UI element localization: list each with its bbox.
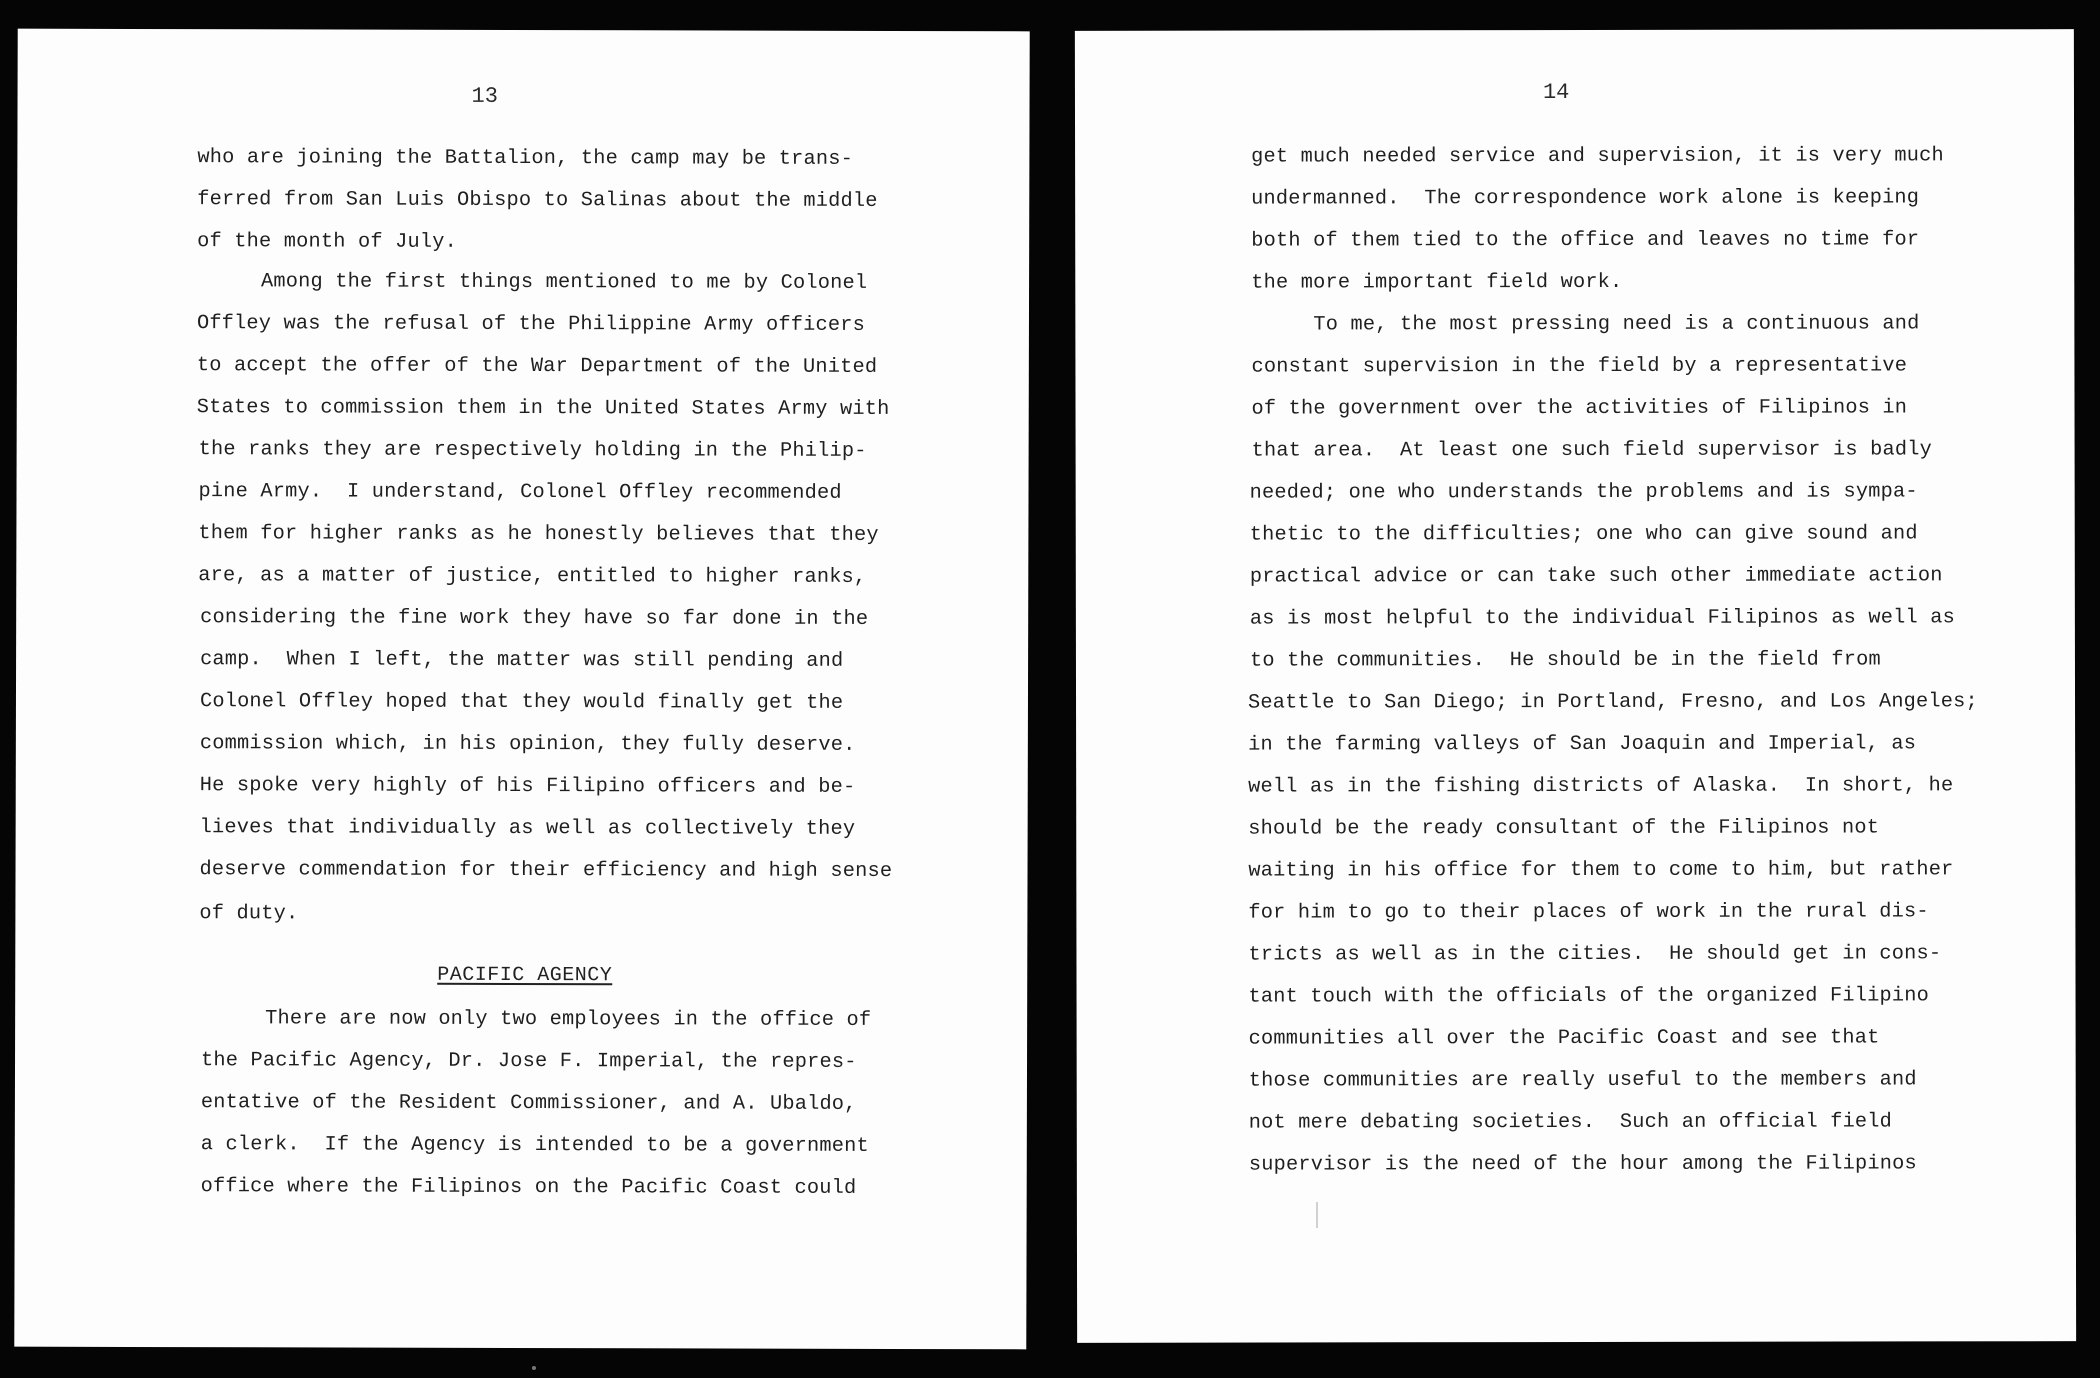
- right-page: [1075, 29, 2076, 1343]
- text-line: practical advice or can take such other immediate action: [1249, 564, 1943, 589]
- page-number-14: 14: [1542, 80, 1570, 106]
- text-line: tant touch with the officials of the organized Filipino: [1248, 984, 1929, 1009]
- text-line: them for higher ranks as he honestly believes that they: [198, 522, 879, 547]
- text-line: office where the Filipinos on the Pacific Coast could: [200, 1175, 857, 1200]
- text-line: To me, the most pressing need is a continuous and: [1313, 312, 1920, 337]
- paper-mark: [1316, 1202, 1318, 1228]
- text-line: for him to go to their places of work in the rural dis-: [1248, 900, 1929, 925]
- text-line: get much needed service and supervision, it is very much: [1251, 144, 1944, 169]
- text-line: a clerk. If the Agency is intended to be a government: [200, 1133, 869, 1158]
- text-line: those communities are really useful to the members and: [1248, 1068, 1917, 1093]
- text-line: to accept the offer of the War Department of the United: [196, 354, 878, 379]
- text-line: lieves that individually as well as collectively they: [199, 816, 856, 841]
- text-line: camp. When I left, the matter was still pending and: [200, 648, 844, 673]
- text-line: Seattle to San Diego; in Portland, Fresno, and Los Angeles;: [1248, 690, 1978, 715]
- text-line: the Pacific Agency, Dr. Jose F. Imperial, the repres-: [200, 1049, 857, 1074]
- text-line: There are now only two employees in the office of: [265, 1007, 872, 1032]
- text-line: commission which, in his opinion, they fully deserve.: [199, 732, 856, 757]
- page-number-13: 13: [471, 83, 498, 109]
- scan-speck: [532, 1366, 536, 1370]
- text-line: Offley was the refusal of the Philippine Army officers: [196, 312, 866, 337]
- text-line: considering the fine work they have so far done in the: [200, 606, 869, 631]
- text-line: supervisor is the need of the hour among the Filipinos: [1248, 1152, 1917, 1177]
- text-line: the more important field work.: [1251, 270, 1623, 295]
- section-heading: PACIFIC AGENCY: [437, 963, 613, 988]
- text-line: ferred from San Luis Obispo to Salinas about the middle: [197, 188, 878, 213]
- left-page: [14, 29, 1029, 1350]
- text-line: as is most helpful to the individual Filipinos as well as: [1249, 606, 1956, 631]
- text-line: of the month of July.: [197, 230, 457, 254]
- text-line: are, as a matter of justice, entitled to higher ranks,: [198, 564, 867, 589]
- text-line: He spoke very highly of his Filipino officers and be-: [199, 774, 856, 799]
- text-line: States to commission them in the United States Army with: [196, 396, 890, 421]
- text-line: the ranks they are respectively holding in the Philip-: [198, 438, 867, 463]
- text-line: to the communities. He should be in the field from: [1249, 648, 1881, 673]
- text-line: communities all over the Pacific Coast and see that: [1248, 1026, 1880, 1051]
- text-line: not mere debating societies. Such an official field: [1248, 1110, 1893, 1135]
- text-line: of duty.: [199, 902, 299, 926]
- text-line: undermanned. The correspondence work alone is keeping: [1251, 186, 1920, 211]
- text-line: of the government over the activities of Filipinos in: [1251, 396, 1908, 421]
- text-line: waiting in his office for them to come to him, but rather: [1248, 858, 1954, 883]
- text-line: entative of the Resident Commissioner, and A. Ubaldo,: [200, 1091, 857, 1116]
- text-line: constant supervision in the field by a representative: [1251, 354, 1908, 379]
- text-line: who are joining the Battalion, the camp may be trans-: [197, 146, 854, 171]
- text-line: needed; one who understands the problems and is sympa-: [1249, 480, 1918, 505]
- text-line: in the farming valleys of San Joaquin and Imperial, as: [1248, 732, 1917, 757]
- text-line: thetic to the difficulties; one who can give sound and: [1249, 522, 1918, 547]
- text-line: deserve commendation for their efficiency and high sense: [199, 858, 893, 883]
- text-line: pine Army. I understand, Colonel Offley recommended: [198, 480, 842, 505]
- text-line: tricts as well as in the cities. He should get in cons-: [1248, 942, 1942, 967]
- text-line: Colonel Offley hoped that they would finally get the: [199, 690, 844, 715]
- text-line: should be the ready consultant of the Filipinos not: [1248, 816, 1880, 841]
- text-line: Among the first things mentioned to me by Colonel: [261, 270, 868, 295]
- text-line: both of them tied to the office and leaves no time for: [1251, 228, 1920, 253]
- text-line: well as in the fishing districts of Alaska. In short, he: [1248, 774, 1954, 799]
- text-line: that area. At least one such field supervisor is badly: [1251, 438, 1932, 463]
